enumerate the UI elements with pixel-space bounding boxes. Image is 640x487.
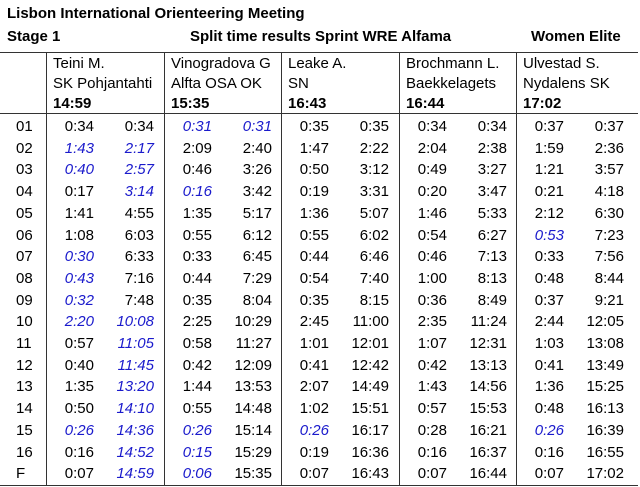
- cumulative-time: 6:46: [359, 248, 389, 266]
- control-label: 06: [16, 226, 33, 244]
- leg-time: 0:44: [182, 269, 212, 287]
- control-label: 12: [16, 356, 33, 374]
- runner-name: Leake A.: [288, 55, 347, 72]
- leg-time: 0:33: [182, 248, 212, 266]
- cumulative-time: 16:37: [469, 443, 507, 461]
- cumulative-time: 3:12: [359, 161, 389, 179]
- leg-time: 0:55: [182, 226, 212, 244]
- runner-header: [523, 54, 610, 114]
- cumulative-time: 4:55: [124, 204, 154, 222]
- cumulative-time: 15:14: [234, 421, 272, 439]
- runner-name: Ulvestad S.: [523, 55, 600, 72]
- control-label: 07: [16, 248, 33, 266]
- leg-time: 0:43: [64, 269, 94, 287]
- leg-time: 0:19: [299, 443, 329, 461]
- leg-time: 0:37: [534, 118, 564, 135]
- runner-total: 14:59: [53, 95, 92, 112]
- cumulative-time: 7:23: [594, 226, 624, 244]
- control-label: 04: [16, 183, 33, 201]
- cumulative-time: 15:53: [469, 400, 507, 418]
- runner-total: 16:43: [288, 95, 327, 112]
- cumulative-time: 7:56: [594, 248, 624, 266]
- leg-time: 1:35: [182, 204, 212, 222]
- runner-name: Brochmann L.: [406, 55, 500, 72]
- stage-label: Stage 1: [7, 28, 61, 45]
- runner-club: Nydalens SK: [523, 75, 610, 92]
- leg-time: 0:55: [299, 226, 329, 244]
- leg-time: 0:26: [182, 421, 212, 439]
- cumulative-time: 6:45: [242, 248, 272, 266]
- leg-time: 2:35: [417, 313, 447, 331]
- cumulative-time: 15:51: [351, 400, 389, 418]
- runner-header: [171, 54, 271, 114]
- cumulative-time: 0:37: [594, 118, 624, 135]
- leg-time: 0:16: [534, 443, 564, 461]
- cumulative-time: 5:33: [477, 204, 507, 222]
- cumulative-time: 2:40: [242, 139, 272, 157]
- cumulative-time: 0:34: [124, 118, 154, 135]
- leg-time: 0:21: [534, 183, 564, 201]
- leg-time: 0:35: [182, 291, 212, 309]
- leg-time: 0:42: [182, 356, 212, 374]
- runner-name: Teini M.: [53, 55, 105, 72]
- leg-time: 0:48: [534, 400, 564, 418]
- leg-time: 1:43: [417, 378, 447, 396]
- cumulative-time: 16:39: [586, 421, 624, 439]
- cumulative-time: 11:45: [117, 356, 154, 374]
- cumulative-time: 6:33: [124, 248, 154, 266]
- cumulative-time: 11:05: [117, 335, 154, 352]
- cumulative-time: 12:01: [351, 335, 389, 352]
- control-label: 01: [16, 118, 33, 135]
- category-label: Women Elite: [531, 28, 621, 45]
- cumulative-time: 5:07: [359, 204, 389, 222]
- leg-time: 0:33: [534, 248, 564, 266]
- cumulative-time: 13:08: [586, 335, 624, 352]
- leg-time: 1:08: [64, 226, 94, 244]
- leg-time: 0:40: [64, 161, 94, 179]
- leg-time: 0:16: [182, 183, 212, 201]
- leg-time: 0:49: [417, 161, 447, 179]
- cumulative-time: 4:18: [594, 183, 624, 201]
- leg-time: 0:34: [417, 118, 447, 135]
- cumulative-time: 5:17: [242, 204, 272, 222]
- cumulative-time: 3:26: [242, 161, 272, 179]
- cumulative-time: 11:27: [235, 335, 272, 352]
- runner-club: Alfta OSA OK: [171, 75, 262, 92]
- leg-time: 0:07: [64, 465, 94, 483]
- leg-time: 2:45: [299, 313, 329, 331]
- leg-time: 0:41: [299, 356, 329, 374]
- runner-name: Vinogradova G: [171, 55, 271, 72]
- cumulative-time: 14:36: [116, 421, 154, 439]
- leg-time: 2:04: [417, 139, 447, 157]
- leg-time: 0:37: [534, 291, 564, 309]
- cumulative-time: 7:16: [124, 269, 154, 287]
- leg-time: 0:57: [417, 400, 447, 418]
- table-bottom-border: [0, 485, 638, 486]
- leg-time: 1:59: [534, 139, 564, 157]
- leg-time: 2:12: [534, 204, 564, 222]
- leg-time: 2:07: [299, 378, 329, 396]
- cumulative-time: 3:42: [242, 183, 272, 201]
- cumulative-time: 6:02: [359, 226, 389, 244]
- leg-time: 0:16: [417, 443, 447, 461]
- leg-time: 0:16: [64, 443, 94, 461]
- runner-header: [406, 54, 499, 114]
- runner-club: SK Pohjantahti: [53, 75, 153, 92]
- cumulative-time: 16:55: [586, 443, 624, 461]
- leg-time: 0:17: [64, 183, 94, 201]
- cumulative-time: 11:24: [470, 313, 507, 331]
- control-label: 16: [16, 443, 33, 461]
- leg-time: 0:15: [182, 443, 212, 461]
- cumulative-time: 12:31: [469, 335, 507, 352]
- cumulative-time: 3:31: [359, 183, 389, 201]
- cumulative-time: 2:38: [477, 139, 507, 157]
- control-label: 10: [16, 313, 33, 331]
- cumulative-time: 0:35: [359, 118, 389, 135]
- cumulative-time: 15:29: [234, 443, 272, 461]
- leg-time: 0:26: [534, 421, 564, 439]
- cumulative-time: 6:30: [594, 204, 624, 222]
- cumulative-time: 14:56: [469, 378, 507, 396]
- cumulative-time: 9:21: [594, 291, 624, 309]
- leg-time: 1:21: [534, 161, 564, 179]
- leg-time: 0:46: [182, 161, 212, 179]
- cumulative-time: 14:49: [351, 378, 389, 396]
- leg-time: 0:50: [299, 161, 329, 179]
- cumulative-time: 8:49: [477, 291, 507, 309]
- leg-time: 0:20: [417, 183, 447, 201]
- leg-time: 0:31: [182, 118, 212, 135]
- cumulative-time: 12:42: [351, 356, 389, 374]
- cumulative-time: 14:59: [116, 465, 154, 483]
- leg-time: 0:50: [64, 400, 94, 418]
- leg-time: 0:34: [64, 118, 94, 135]
- leg-time: 0:35: [299, 118, 329, 135]
- cumulative-time: 13:13: [469, 356, 507, 374]
- cumulative-time: 7:13: [477, 248, 507, 266]
- control-label: 03: [16, 161, 33, 179]
- leg-time: 0:07: [534, 465, 564, 483]
- cumulative-time: 13:20: [116, 378, 154, 396]
- leg-time: 1:01: [299, 335, 329, 352]
- cumulative-time: 13:49: [586, 356, 624, 374]
- runner-header: [288, 54, 346, 114]
- cumulative-time: 7:40: [359, 269, 389, 287]
- cumulative-time: 16:13: [586, 400, 624, 418]
- control-label: 09: [16, 291, 33, 309]
- leg-time: 0:53: [534, 226, 564, 244]
- cumulative-time: 2:17: [124, 139, 154, 157]
- control-label: 15: [16, 421, 33, 439]
- control-label: 08: [16, 269, 33, 287]
- leg-time: 0:41: [534, 356, 564, 374]
- control-label: 02: [16, 139, 33, 157]
- leg-time: 0:36: [417, 291, 447, 309]
- leg-time: 2:09: [182, 139, 212, 157]
- leg-time: 0:26: [299, 421, 329, 439]
- cumulative-time: 3:47: [477, 183, 507, 201]
- leg-time: 1:47: [299, 139, 329, 157]
- cumulative-time: 8:13: [477, 269, 507, 287]
- leg-time: 1:36: [299, 204, 329, 222]
- leg-time: 2:44: [534, 313, 564, 331]
- cumulative-time: 10:29: [234, 313, 272, 331]
- leg-time: 1:35: [64, 378, 94, 396]
- leg-time: 0:54: [417, 226, 447, 244]
- results-subtitle: Split time results Sprint WRE Alfama: [190, 28, 452, 45]
- cumulative-time: 0:34: [477, 118, 507, 135]
- leg-time: 0:26: [64, 421, 94, 439]
- leg-time: 1:46: [417, 204, 447, 222]
- cumulative-time: 2:36: [594, 139, 624, 157]
- leg-time: 0:48: [534, 269, 564, 287]
- leg-time: 1:36: [534, 378, 564, 396]
- cumulative-time: 3:57: [594, 161, 624, 179]
- leg-time: 0:07: [417, 465, 447, 483]
- cumulative-time: 12:09: [234, 356, 272, 374]
- leg-time: 0:30: [64, 248, 94, 266]
- leg-time: 1:00: [417, 269, 447, 287]
- cumulative-time: 8:44: [594, 269, 624, 287]
- leg-time: 0:54: [299, 269, 329, 287]
- cumulative-time: 16:21: [469, 421, 507, 439]
- cumulative-time: 6:27: [477, 226, 507, 244]
- leg-time: 0:42: [417, 356, 447, 374]
- leg-time: 0:55: [182, 400, 212, 418]
- leg-time: 2:20: [64, 313, 94, 331]
- cumulative-time: 15:35: [234, 465, 272, 483]
- leg-time: 0:32: [64, 291, 94, 309]
- leg-time: 1:43: [64, 139, 94, 157]
- leg-time: 1:07: [417, 335, 447, 352]
- runner-club: SN: [288, 75, 309, 92]
- leg-time: 1:44: [182, 378, 212, 396]
- cumulative-time: 3:14: [124, 183, 154, 201]
- cumulative-time: 15:25: [586, 378, 624, 396]
- runner-total: 17:02: [523, 95, 562, 112]
- cumulative-time: 16:17: [351, 421, 389, 439]
- meeting-title: Lisbon International Orienteering Meeting: [7, 5, 305, 22]
- cumulative-time: 2:57: [124, 161, 154, 179]
- header-divider: [0, 52, 638, 53]
- cumulative-time: 8:15: [359, 291, 389, 309]
- cumulative-time: 13:53: [234, 378, 272, 396]
- control-label: 13: [16, 378, 33, 396]
- leg-time: 0:58: [182, 335, 212, 352]
- cumulative-time: 17:02: [586, 465, 624, 483]
- leg-time: 0:40: [64, 356, 94, 374]
- leg-time: 0:28: [417, 421, 447, 439]
- leg-time: 0:57: [64, 335, 94, 352]
- cumulative-time: 8:04: [242, 291, 272, 309]
- leg-time: 0:19: [299, 183, 329, 201]
- leg-time: 1:02: [299, 400, 329, 418]
- leg-time: 0:44: [299, 248, 329, 266]
- cumulative-time: 14:48: [234, 400, 272, 418]
- runner-club: Baekkelagets: [406, 75, 497, 92]
- cumulative-time: 16:43: [351, 465, 389, 483]
- cumulative-time: 14:52: [116, 443, 154, 461]
- cumulative-time: 6:03: [124, 226, 154, 244]
- leg-time: 0:35: [299, 291, 329, 309]
- leg-time: 0:46: [417, 248, 447, 266]
- cumulative-time: 3:27: [477, 161, 507, 179]
- leg-time: 1:03: [534, 335, 564, 352]
- control-label: 14: [16, 400, 33, 418]
- runner-total: 15:35: [171, 95, 210, 112]
- control-label: 05: [16, 204, 33, 222]
- control-label: F: [16, 465, 26, 483]
- cumulative-time: 12:05: [586, 313, 624, 331]
- cumulative-time: 0:31: [242, 118, 272, 135]
- leg-time: 1:41: [64, 204, 94, 222]
- cumulative-time: 7:29: [242, 269, 272, 287]
- leg-time: 0:06: [182, 465, 212, 483]
- cumulative-time: 7:48: [124, 291, 154, 309]
- cumulative-time: 2:22: [359, 139, 389, 157]
- leg-time: 0:07: [299, 465, 329, 483]
- cumulative-time: 16:36: [351, 443, 389, 461]
- leg-time: 2:25: [182, 313, 212, 331]
- cumulative-time: 6:12: [242, 226, 272, 244]
- cumulative-time: 14:10: [116, 400, 154, 418]
- cumulative-time: 11:00: [352, 313, 389, 331]
- cumulative-time: 16:44: [469, 465, 507, 483]
- runner-header: [53, 54, 152, 114]
- control-label: 11: [16, 335, 32, 352]
- runner-total: 16:44: [406, 95, 445, 112]
- cumulative-time: 10:08: [116, 313, 154, 331]
